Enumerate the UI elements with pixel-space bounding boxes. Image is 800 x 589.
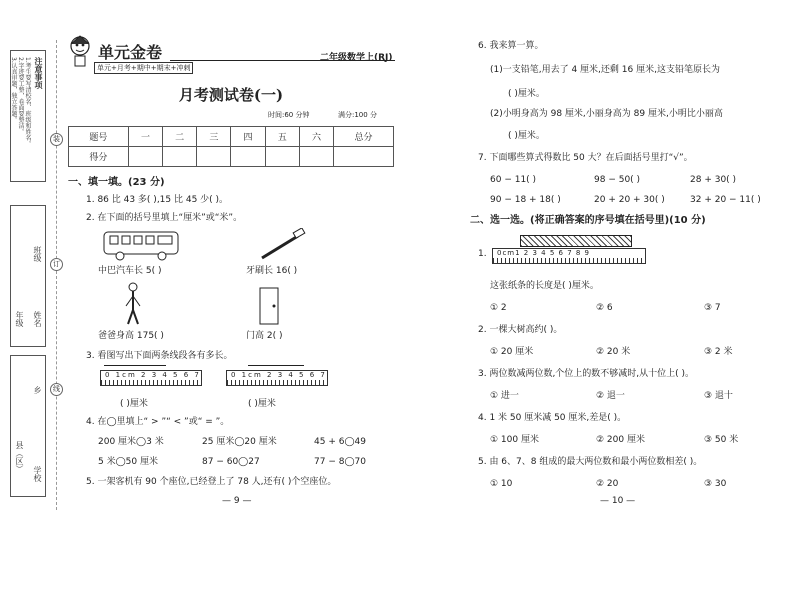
question-5: 5. 一架客机有 90 个座位,已经登上了 78 人,还有( )个空座位。 — [86, 477, 337, 487]
calc-2: 98 − 50( ) — [594, 175, 641, 185]
grade-tag: 二年级数学上(RJ) — [320, 53, 393, 63]
choice-2-option-2: ② 20 米 — [596, 347, 631, 357]
segment-b — [248, 365, 304, 366]
question-2c: 爸爸身高 175( ) — [98, 331, 164, 341]
score-input-cell[interactable] — [197, 147, 231, 167]
exam-full-score: 满分:100 分 — [338, 111, 377, 119]
school-info-box — [10, 355, 46, 497]
mascot-logo — [66, 34, 94, 68]
bus-illustration — [102, 228, 182, 262]
ruler-b — [226, 370, 328, 386]
notice-line-3: 3.认真审题，独立答题。 — [10, 57, 17, 123]
score-table-header-row — [69, 127, 394, 147]
section-2-title: 二、选一选。(将正确答案的序号填在括号里)(10 分) — [470, 215, 706, 226]
choice-2-option-1: ① 20 厘米 — [490, 347, 534, 357]
choice-5-option-1: ① 10 — [490, 479, 513, 489]
notice-line-2: 2.字迹要工整，卷面要整洁。 — [17, 57, 24, 135]
name-label: 姓名 — [33, 311, 42, 327]
page-number-right: — 10 — — [600, 496, 636, 506]
county-label: 县（区） — [15, 441, 24, 473]
calc-4: 90 − 18 + 18( ) — [490, 195, 561, 205]
score-cell: 四 — [231, 127, 265, 147]
score-cell: 二 — [163, 127, 197, 147]
brand-title: 单元金卷 — [98, 43, 163, 62]
question-7: 7. 下面哪些算式得数比 50 大？在后面括号里打“√”。 — [478, 153, 693, 163]
school-label: 学校 — [33, 466, 42, 482]
binding-mark-a: 装 — [50, 133, 63, 146]
choice-4-option-1: ① 100 厘米 — [490, 435, 539, 445]
score-table-score-row — [69, 147, 394, 167]
question-2d: 门高 2( ) — [246, 331, 283, 341]
question-6: 6. 我来算一算。 — [478, 41, 544, 51]
notice-line-1: 1.考生要写清校名、班级和姓名。 — [24, 57, 31, 147]
town-label: 乡 — [33, 386, 42, 394]
choice-3-option-1: ① 进一 — [490, 391, 519, 401]
ruler-a-numbers: 0 1cm 2 3 4 5 6 7 — [105, 371, 201, 379]
binding-dash-line — [56, 40, 57, 510]
student-info-box — [10, 205, 46, 347]
question-3b: ( )厘米 — [248, 399, 276, 409]
choice-1-number: 1. — [478, 249, 487, 259]
calc-3: 28 + 30( ) — [690, 175, 737, 185]
question-2b: 牙刷长 16( ) — [246, 266, 298, 276]
question-4: 4. 在◯里填上“ > ”“ < ”或“ = ”。 — [86, 417, 230, 427]
score-input-cell[interactable] — [265, 147, 299, 167]
score-input-cell[interactable] — [299, 147, 333, 167]
score-cell: 一 — [128, 127, 162, 147]
compare-6: 77 − 8◯70 — [314, 457, 366, 467]
question-6-1-line2: ( )厘米。 — [508, 89, 545, 99]
paper-strip — [520, 235, 632, 247]
score-cell: 六 — [299, 127, 333, 147]
score-table — [68, 126, 394, 167]
choice-4-option-2: ② 200 厘米 — [596, 435, 645, 445]
question-6-2-line2: ( )厘米。 — [508, 131, 545, 141]
compare-3: 45 + 6◯49 — [314, 437, 366, 447]
choice-ruler-numbers: 0cm1 2 3 4 5 6 7 8 9 — [497, 249, 591, 257]
choice-2-text: 2. 一棵大树高约( )。 — [478, 325, 563, 335]
choice-3-option-2: ② 退一 — [596, 391, 625, 401]
exam-time: 时间:60 分钟 — [268, 111, 310, 119]
compare-2: 25 厘米◯20 厘米 — [202, 437, 277, 447]
toothbrush-illustration — [258, 228, 308, 262]
father-illustration — [122, 282, 144, 326]
ruler-b-ticks — [227, 380, 327, 385]
compare-5: 87 − 60◯27 — [202, 457, 260, 467]
choice-1-option-2: ② 6 — [596, 303, 613, 313]
class-label: 班级 — [33, 246, 42, 262]
choice-3-text: 3. 两位数减两位数,个位上的数不够减时,从十位上( )。 — [478, 369, 695, 379]
score-cell: 题号 — [69, 127, 129, 147]
choice-ruler-ticks — [493, 258, 645, 263]
question-6-2-line1: (2)小明身高为 98 厘米,小丽身高为 89 厘米,小明比小丽高 — [490, 109, 723, 119]
choice-5-option-2: ② 20 — [596, 479, 619, 489]
choice-4-text: 4. 1 米 50 厘米减 50 厘米,差是( )。 — [478, 413, 627, 423]
brand-subtitle: 单元+月考+期中+期末+冲刺 — [94, 62, 193, 74]
ruler-b-numbers: 0 1cm 2 3 4 5 6 7 — [231, 371, 327, 379]
exam-title: 月考测试卷(一) — [178, 86, 284, 104]
question-2: 2. 在下面的括号里填上“厘米”或“米”。 — [86, 213, 243, 223]
choice-2-option-3: ③ 2 米 — [704, 347, 733, 357]
score-input-cell[interactable] — [128, 147, 162, 167]
score-cell: 得分 — [69, 147, 129, 167]
choice-3-option-3: ③ 退十 — [704, 391, 733, 401]
segment-a — [104, 365, 166, 366]
choice-4-option-3: ③ 50 米 — [704, 435, 739, 445]
choice-1-option-3: ③ 7 — [704, 303, 721, 313]
notice-box — [10, 50, 46, 182]
question-6-1-line1: (1)一支铅笔,用去了 4 厘米,还剩 16 厘米,这支铅笔原长为 — [490, 65, 720, 75]
door-illustration — [258, 286, 282, 326]
score-cell: 五 — [265, 127, 299, 147]
choice-5-text: 5. 由 6、7、8 组成的最大两位数和最小两位数相差( )。 — [478, 457, 703, 467]
question-1: 1. 86 比 43 多( ),15 比 45 少( )。 — [86, 195, 229, 205]
page-number-left: — 9 — — [222, 496, 252, 506]
binding-mark-c: 线 — [50, 383, 63, 396]
score-cell: 总分 — [334, 127, 394, 147]
calc-5: 20 + 20 + 30( ) — [594, 195, 665, 205]
binding-mark-b: 订 — [50, 258, 63, 271]
grade-label: 年级 — [15, 311, 24, 327]
calc-1: 60 − 11( ) — [490, 175, 537, 185]
header-rule — [170, 60, 395, 61]
score-input-cell[interactable] — [334, 147, 394, 167]
section-1-title: 一、填一填。(23 分) — [68, 177, 165, 188]
choice-ruler — [492, 248, 646, 264]
question-3: 3. 看图写出下面两条线段各有多长。 — [86, 351, 233, 361]
notice-title: 注意事项 — [34, 57, 43, 89]
compare-4: 5 米◯50 厘米 — [98, 457, 158, 467]
choice-1-text: 这张纸条的长度是( )厘米。 — [490, 281, 599, 291]
ruler-a — [100, 370, 202, 386]
score-input-cell[interactable] — [231, 147, 265, 167]
choice-1-option-1: ① 2 — [490, 303, 507, 313]
score-input-cell[interactable] — [163, 147, 197, 167]
choice-5-option-3: ③ 30 — [704, 479, 727, 489]
compare-1: 200 厘米◯3 米 — [98, 437, 164, 447]
ruler-a-ticks — [101, 380, 201, 385]
question-3a: ( )厘米 — [120, 399, 148, 409]
question-2a: 中巴汽车长 5( ) — [98, 266, 162, 276]
score-cell: 三 — [197, 127, 231, 147]
calc-6: 32 + 20 − 11( ) — [690, 195, 761, 205]
